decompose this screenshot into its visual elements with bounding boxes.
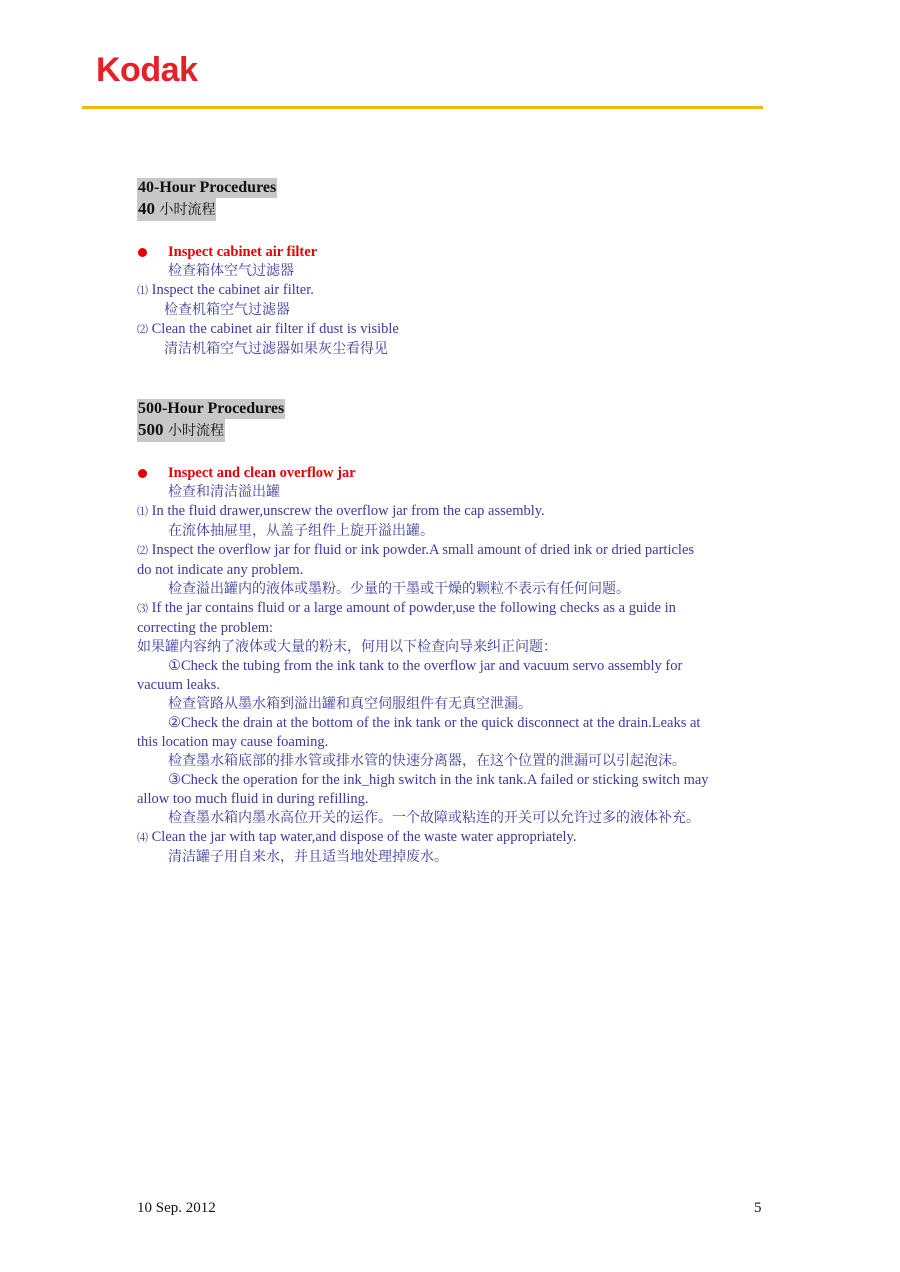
sub-step-cn: 检查墨水箱底部的排水管或排水管的快速分离器，在这个位置的泄漏可以引起泡沫。 <box>168 753 686 769</box>
footer-date: 10 Sep. 2012 <box>137 1200 216 1216</box>
sub-step-item: ③Check the operation for the ink_high switch in the ink tank.A failed or sticking switch may <box>168 772 709 788</box>
step-item: ⑴ In the fluid drawer,unscrew the overflow jar from the cap assembly. <box>137 503 545 519</box>
sub-step-item: ②Check the drain at the bottom of the ink tank or the quick disconnect at the drain.Leaks at <box>168 715 701 731</box>
bullet-icon <box>138 469 147 478</box>
step-item-cn: 在流体抽屉里，从盖子组件上旋开溢出罐。 <box>168 523 434 539</box>
step-item-cn: 清洁机箱空气过滤器如果灰尘看得见 <box>164 341 388 357</box>
task-title: Inspect cabinet air filter <box>168 244 318 260</box>
step-item-cn: 清洁罐子用自来水，并且适当地处理掉废水。 <box>168 849 448 865</box>
header-rule <box>82 106 763 109</box>
step-item: ⑶ If the jar contains fluid or a large amount of powder,use the following checks as a guide in <box>137 600 676 616</box>
sub-step-item: ①Check the tubing from the ink tank to the overflow jar and vacuum servo assembly for <box>168 658 683 674</box>
sub-step-cont: vacuum leaks. <box>137 677 220 693</box>
section-40-hour <box>137 178 777 359</box>
section-title: 40-Hour Procedures <box>138 179 277 196</box>
task-bullet <box>137 464 777 483</box>
task-title-cn: 检查和清洁溢出罐 <box>168 484 280 500</box>
bullet-icon <box>138 248 147 257</box>
sub-step-cont: allow too much fluid in during refilling. <box>137 791 369 807</box>
sub-step-cn: 检查墨水箱内墨水高位开关的运作。一个故障或粘连的开关可以允许过多的液体补充。 <box>168 810 700 826</box>
step-item-cont: do not indicate any problem. <box>137 562 304 578</box>
sub-step-cn: 检查管路从墨水箱到溢出罐和真空伺服组件有无真空泄漏。 <box>168 696 532 712</box>
section-title: 500-Hour Procedures <box>138 400 285 417</box>
sub-step-cont: this location may cause foaming. <box>137 734 329 750</box>
task-title-cn: 检查箱体空气过滤器 <box>168 263 294 279</box>
step-item-cont: correcting the problem: <box>137 620 274 636</box>
document-body <box>137 178 777 867</box>
section-title-cn: 500 小时流程 <box>137 419 225 442</box>
step-item: ⑵ Inspect the overflow jar for fluid or ink powder.A small amount of dried ink or dried particles <box>137 542 695 558</box>
section-500-hour <box>137 399 777 867</box>
page-number: 5 <box>754 1200 762 1216</box>
task-title: Inspect and clean overflow jar <box>168 465 356 481</box>
step-item-cn: 检查溢出罐内的液体或墨粉。少量的干墨或干燥的颗粒不表示有任何问题。 <box>168 581 630 597</box>
step-item: ⑷ Clean the jar with tap water,and dispose of the waste water appropriately. <box>137 829 577 845</box>
step-item-cn: 如果罐内容纳了液体或大量的粉末，何用以下检查向导来纠正问题： <box>137 639 557 655</box>
kodak-logo: Kodak <box>96 51 198 89</box>
step-item: ⑵ Clean the cabinet air filter if dust is visible <box>137 321 399 337</box>
section-title-cn: 40 小时流程 <box>137 198 216 221</box>
step-item: ⑴ Inspect the cabinet air filter. <box>137 282 314 298</box>
task-bullet <box>137 243 777 262</box>
step-item-cn: 检查机箱空气过滤器 <box>164 302 290 318</box>
